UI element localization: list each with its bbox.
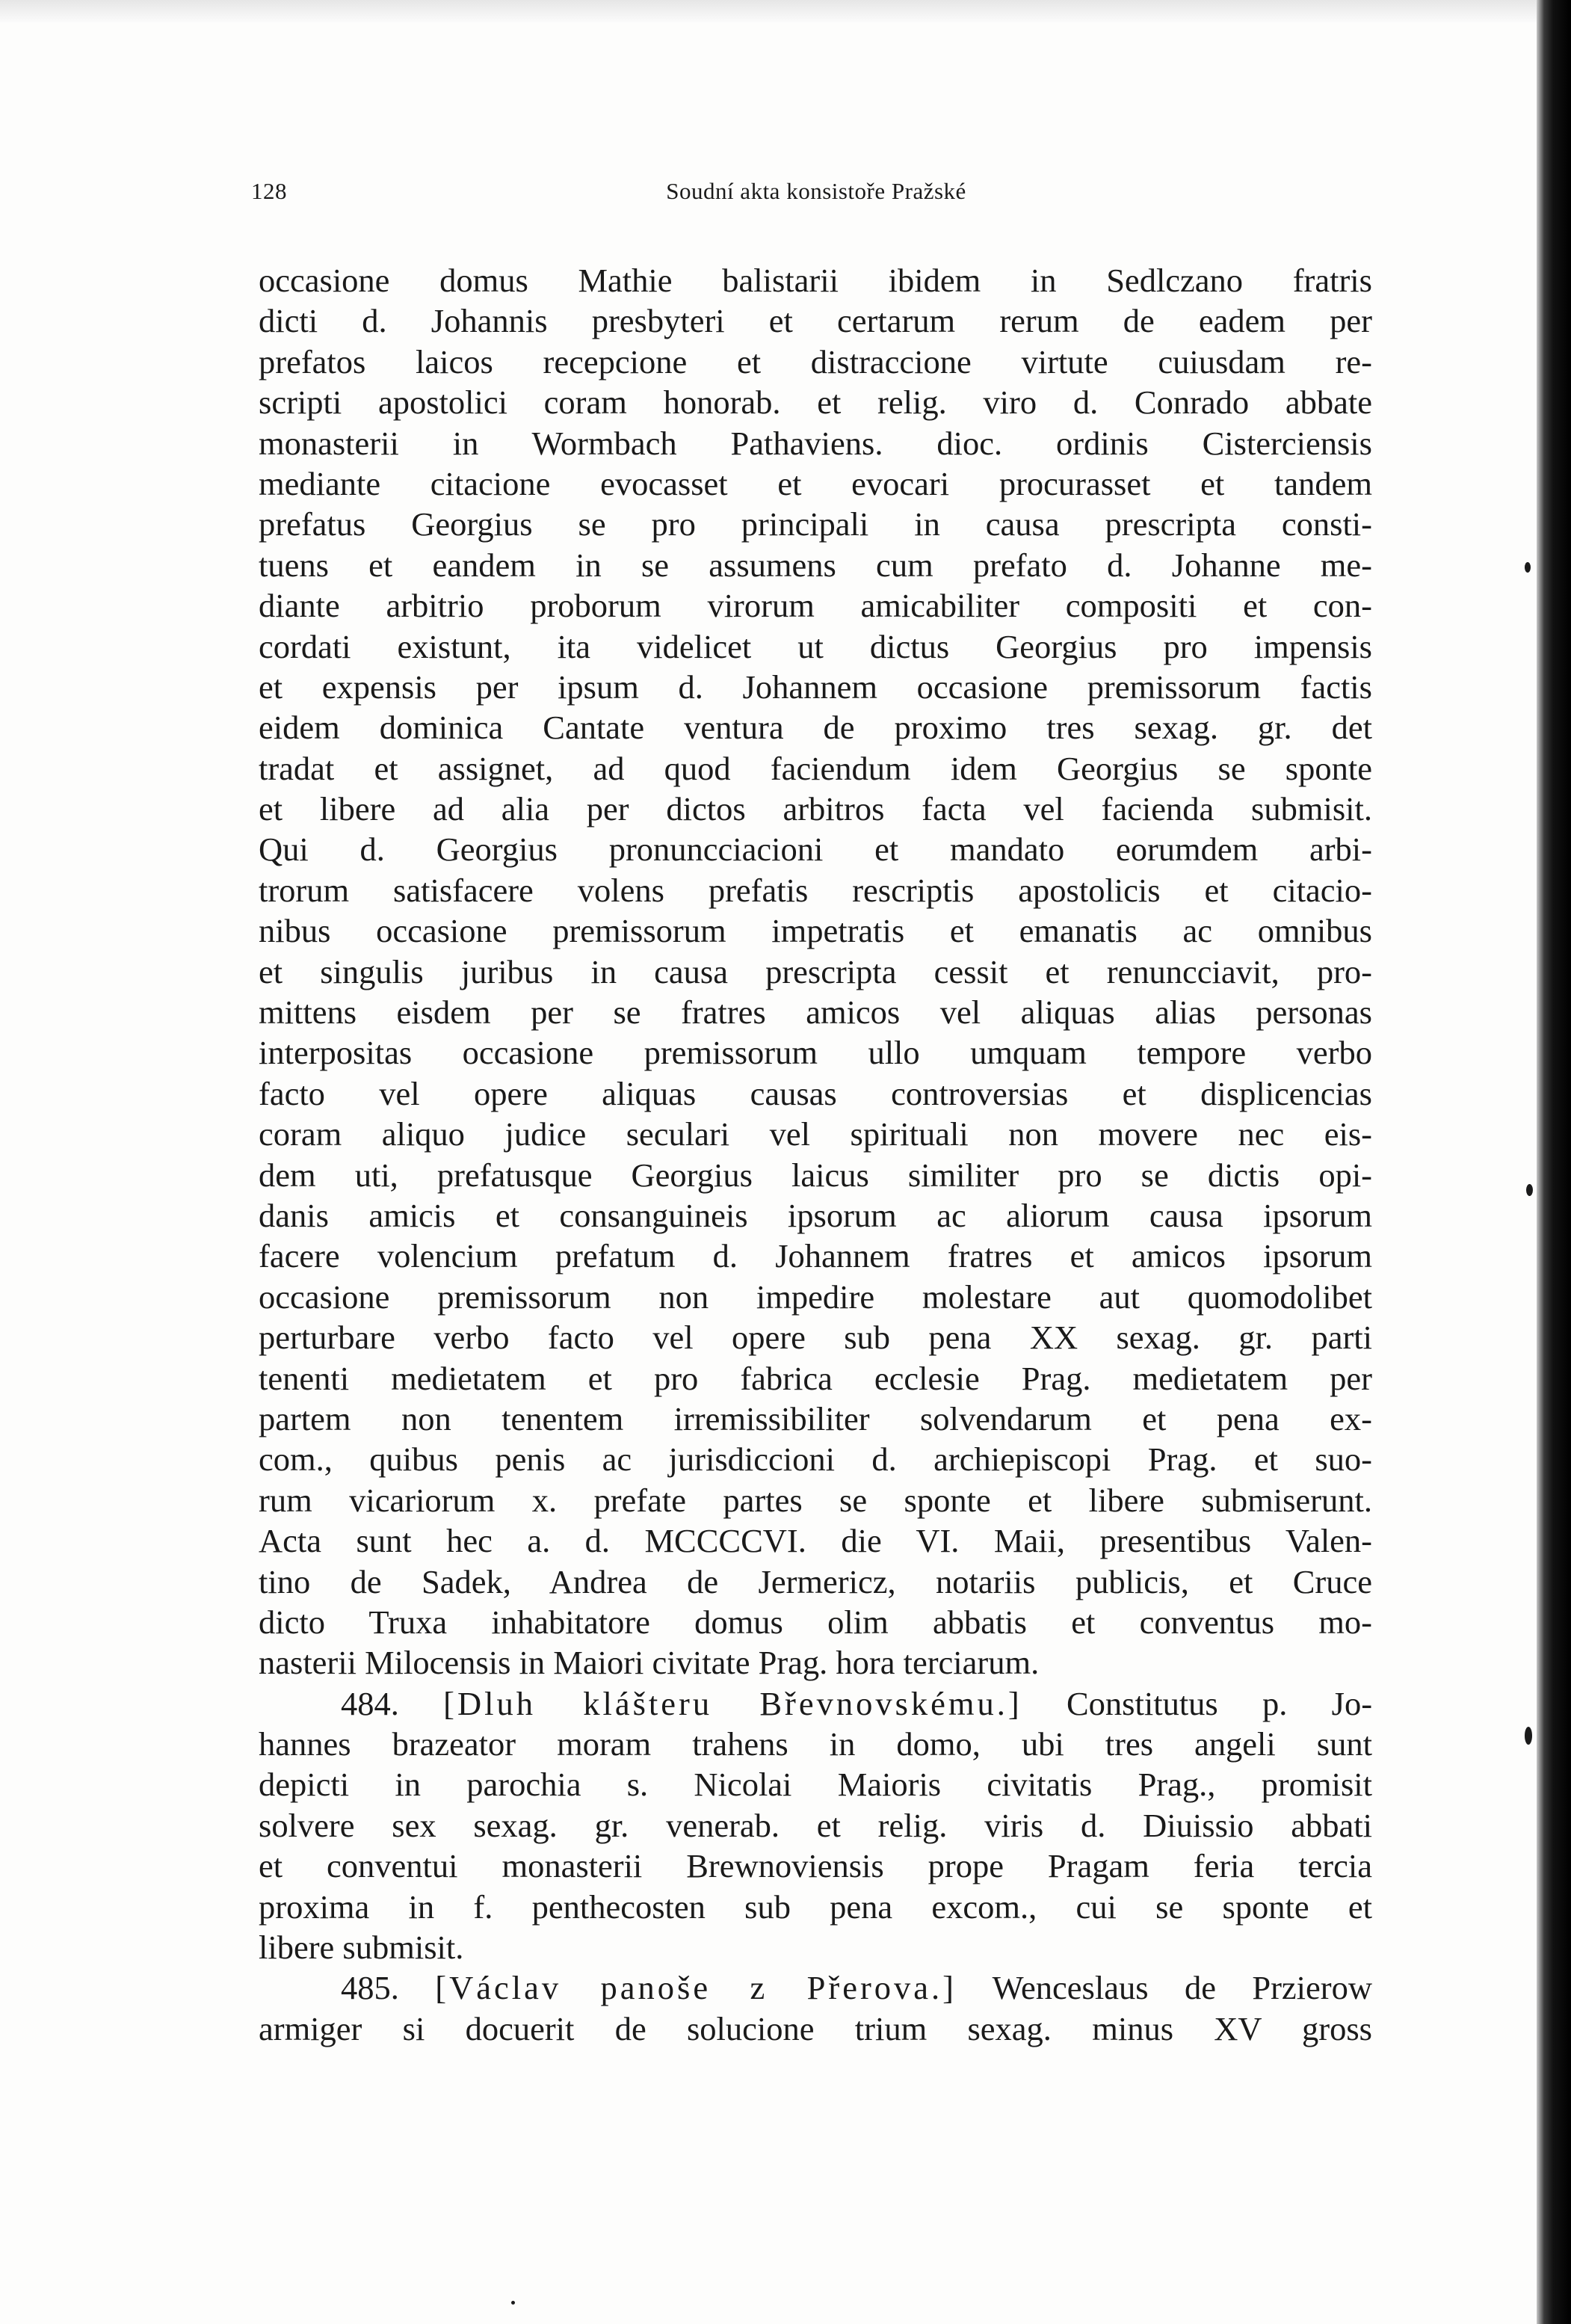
margin-speck xyxy=(1525,1727,1532,1745)
text-line: diante arbitrio proborum virorum amicabiliter compositi et con- xyxy=(259,587,1372,625)
text-line: prefatos laicos recepcione et distraccione virtute cuiusdam re- xyxy=(259,342,1372,380)
text-line: facere volencium prefatum d. Johannem fratres et amicos ipsorum xyxy=(259,1237,1372,1275)
text-line: coram aliquo judice seculari vel spirituali non movere nec eis- xyxy=(259,1115,1372,1153)
body-text xyxy=(259,260,1372,2049)
text-line: Acta sunt hec a. d. MCCCCVI. die VI. Maii, presentibus Valen- xyxy=(259,1522,1372,1560)
text-line: et libere ad alia per dictos arbitros facta vel facienda submisit. xyxy=(259,790,1372,828)
text-line: occasione domus Mathie balistarii ibidem in Sedlczano fratris xyxy=(259,262,1372,299)
text-line: nasterii Milocensis in Maiori civitate Prag. hora terciarum. xyxy=(259,1644,1040,1682)
running-title: Soudní akta konsistoře Pražské xyxy=(666,178,966,204)
text-line: rum vicariorum x. prefate partes se sponte et libere submiserunt. xyxy=(259,1481,1372,1519)
text-line: com., quibus penis ac jurisdiccioni d. archiepiscopi Prag. et suo- xyxy=(259,1440,1372,1479)
text-line: Qui d. Georgius pronuncciacioni et mandato eorumdem arbi- xyxy=(259,830,1372,869)
text-line: proxima in f. penthecosten sub pena excom., cui se sponte et xyxy=(259,1887,1372,1926)
text-line: depicti in parochia s. Nicolai Maioris civitatis Prag., promisit xyxy=(259,1766,1372,1804)
text-line: trorum satisfacere volens prefatis rescriptis apostolicis et citacio- xyxy=(259,871,1372,909)
text-line: tino de Sadek, Andrea de Jermericz, notariis publicis, et Cruce xyxy=(259,1562,1372,1600)
text-line: armiger si docuerit de solucione trium sexag. minus XV gross xyxy=(259,2009,1372,2047)
text-line: prefatus Georgius se pro principali in causa prescripta consti- xyxy=(259,505,1372,543)
text-line: hannes brazeator moram trahens in domo, ubi tres angeli sunt xyxy=(259,1725,1372,1763)
entry-485-heading-line xyxy=(259,1967,1372,2008)
text-line: tradat et assignet, ad quod faciendum idem Georgius se sponte xyxy=(259,749,1372,787)
text-line: danis amicis et consanguineis ipsorum ac aliorum causa ipsorum xyxy=(259,1196,1372,1234)
entry-484-number: 484. xyxy=(341,1684,399,1722)
book-binding-edge xyxy=(1537,0,1571,2324)
text-line: dem uti, prefatusque Georgius laicus similiter pro se dictis opi- xyxy=(259,1156,1372,1194)
text-line: occasione premissorum non impedire molestare aut quomodolibet xyxy=(259,1277,1372,1316)
text-line: libere submisit. xyxy=(259,1929,464,1967)
entry-484-heading-line xyxy=(259,1683,1372,1724)
page-top-shadow xyxy=(0,0,1571,22)
text-line: tuens et eandem in se assumens cum prefato d. Johanne me- xyxy=(259,546,1372,584)
text-line: partem non tenentem irremissibiliter solvendarum et pena ex- xyxy=(259,1399,1372,1437)
entry-484-title: [Dluh klášteru Břevnovskému.] xyxy=(443,1684,1022,1722)
entry-485-number: 485. xyxy=(341,1969,399,2007)
entry-485-text: Wenceslaus de Przierow xyxy=(992,1969,1372,2007)
entry-484-text: Constitutus p. Jo- xyxy=(1066,1684,1373,1722)
page-number: 128 xyxy=(251,178,287,204)
entry-485-title: [Václav panoše z Přerova.] xyxy=(435,1969,957,2007)
text-line: solvere sex sexag. gr. venerab. et relig. viris d. Diuissio abbati xyxy=(259,1806,1372,1844)
margin-speck xyxy=(511,2301,515,2305)
text-line: interpositas occasione premissorum ullo umquam tempore verbo xyxy=(259,1034,1372,1072)
text-line: et singulis juribus in causa prescripta cessit et renuncciavit, pro- xyxy=(259,952,1372,990)
margin-speck xyxy=(1525,562,1531,573)
text-line: scripti apostolici coram honorab. et relig. viro d. Conrado abbate xyxy=(259,383,1372,422)
text-line: nibus occasione premissorum impetratis et emanatis ac omnibus xyxy=(259,912,1372,950)
page-header xyxy=(251,178,1381,208)
text-line: cordati existunt, ita videlicet ut dictus Georgius pro impensis xyxy=(259,627,1372,665)
text-line: dicto Truxa inhabitatore domus olim abbatis et conventus mo- xyxy=(259,1603,1372,1641)
text-line: tenenti medietatem et pro fabrica ecclesie Prag. medietatem per xyxy=(259,1359,1372,1397)
text-line: perturbare verbo facto vel opere sub pena XX sexag. gr. parti xyxy=(259,1319,1372,1357)
text-line: monasterii in Wormbach Pathaviens. dioc. ordinis Cisterciensis xyxy=(259,424,1372,462)
text-line: mediante citacione evocasset et evocari procurasset et tandem xyxy=(259,464,1372,502)
text-line: facto vel opere aliquas causas controversias et displicencias xyxy=(259,1074,1372,1112)
text-line: mittens eisdem per se fratres amicos vel aliquas alias personas xyxy=(259,993,1372,1032)
text-line: et conventui monasterii Brewnoviensis prope Pragam feria tercia xyxy=(259,1847,1372,1885)
margin-speck xyxy=(1526,1184,1533,1196)
text-line: dicti d. Johannis presbyteri et certarum rerum de eadem per xyxy=(259,302,1372,340)
text-line: eidem dominica Cantate ventura de proximo tres sexag. gr. det xyxy=(259,709,1372,747)
text-line: et expensis per ipsum d. Johannem occasione premissorum factis xyxy=(259,668,1372,706)
